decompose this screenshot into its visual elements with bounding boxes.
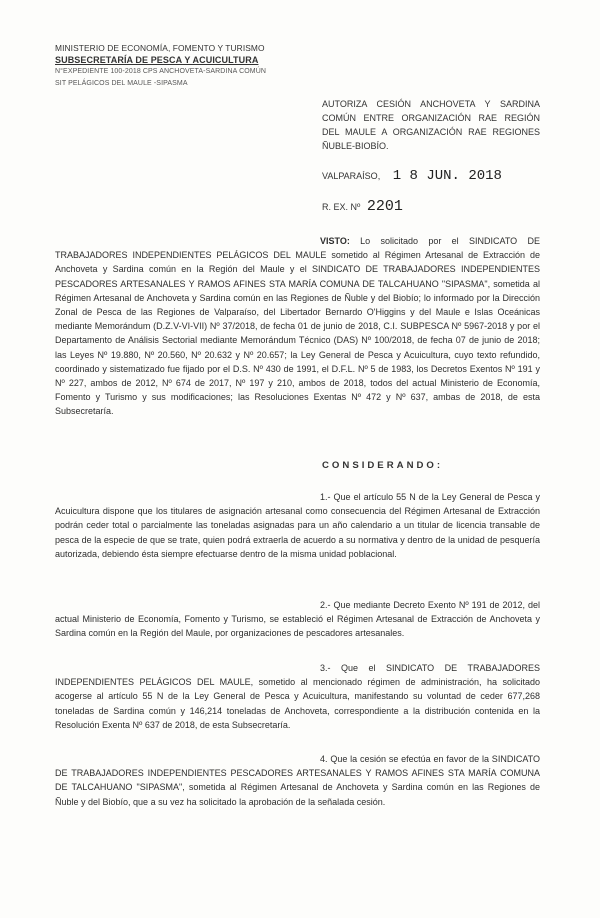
paragraph-text: Que la cesión se efectúa en favor de la SINDICATO DE TRABAJADORES INDEPENDIENTES PESCADORES ARTESANALES Y RAMOS AFINES STA MARÍA COMUNA DE TALCAHUANO "SIPASMA", sometida al Régimen Artesanal de Anchoveta y Sardina común en las Regiones de Ñuble y del Biobío, que a su vez ha solicitado la aprobación de la señalada cesión.	[55, 754, 540, 807]
paragraph-1	[55, 490, 540, 561]
rex-label: R. EX. Nº	[322, 202, 361, 212]
ministry-name: MINISTERIO DE ECONOMÍA, FOMENTO Y TURISMO	[55, 43, 265, 53]
visto-label: VISTO:	[320, 236, 350, 246]
place-date	[322, 168, 502, 184]
paragraph-number: 2.-	[320, 600, 331, 610]
rex-number: 2201	[366, 198, 403, 215]
paragraph-4	[55, 752, 540, 809]
undersecretariat-name: SUBSECRETARÍA DE PESCA Y ACUICULTURA	[55, 55, 259, 65]
letterhead	[55, 42, 295, 90]
paragraph-text: Que el artículo 55 N de la Ley General de Pesca y Acuicultura dispone que los titulares de asignación artesanal como consecuencia del Régimen Artesanal de Extracción podrán ceder total o parcialmente las toneladas asignadas para un año calendario a un titular de licencia transable de pesca de la especie de que se trate, quien podrá extraerla de acuerdo a su normativa y dentro de la unidad de pesquería autorizada, debiendo ésta siempre efectuarse dentro de la misma unidad poblacional.	[55, 492, 540, 559]
visto-paragraph	[55, 234, 540, 419]
date-stamp: 1 8 JUN. 2018	[392, 168, 502, 184]
considerando-heading: CONSIDERANDO:	[322, 460, 444, 471]
paragraph-number: 1.-	[320, 492, 331, 502]
paragraph-number: 4.	[320, 754, 328, 764]
paragraph-2	[55, 598, 540, 641]
file-reference-2: SIT PELÁGICOS DEL MAULE -SIPASMA	[55, 80, 188, 87]
place-label: VALPARAÍSO,	[322, 171, 381, 181]
file-reference: N°EXPEDIENTE 100-2018 CPS ANCHOVETA-SARDINA COMÚN	[55, 68, 267, 75]
paragraph-text: Que mediante Decreto Exento Nº 191 de 2012, del actual Ministerio de Economía, Fomento y Turismo, se estableció el Régimen Artesanal de Extracción de Anchoveta y Sardina común en la Región del Maule, por organizaciones de pescadores artesanales.	[55, 600, 540, 639]
paragraph-text: Que el SINDICATO DE TRABAJADORES INDEPENDIENTES PELÁGICOS DEL MAULE, sometido al mencionado régimen de administración, ha solicitado acogerse al artículo 55 N de la Ley General de Pesca y Acuicultura, manifestando su voluntad de ceder 677,268 toneladas de Sardina común y 146,214 toneladas de Anchoveta, correspondiente a la distribución contenida en la Resolución Exenta Nº 637 de 2018, de esta Subsecretaría.	[55, 663, 540, 730]
resolution-number	[322, 198, 403, 215]
visto-text: Lo solicitado por el SINDICATO DE TRABAJADORES INDEPENDIENTES PELÁGICOS DEL MAULE sometido al Régimen Artesanal de Extracción de Anchoveta y Sardina común en la Región del Maule y el SINDICATO DE TRABAJADORES INDEPENDIENTES PESCADORES ARTESANALES Y RAMOS AFINES STA MARÍA COMUNA DE TALCAHUANO "SIPASMA", sometida al Régimen Artesanal de Anchoveta y Sardina común en las Regiones de Ñuble y del Biobío; lo informado por la Dirección Zonal de Pesca de las Regiones de Valparaíso, del Libertador Bernardo O'Higgins y del Maule e Islas Oceánicas mediante Memorándum (D.Z.V-VI-VII) Nº 37/2018, de fecha 01 de junio de 2018, C.I. SUBPESCA Nº 5967-2018 y por el Departamento de Análisis Sectorial mediante Memorándum Técnico (DAS) Nº 100/2018, de fecha 07 de junio de 2018; las Leyes Nº 19.880, Nº 20.560, Nº 20.632 y Nº 20.657; la Ley General de Pesca y Acuicultura, cuyo texto refundido, coordinado y sistematizado fue fijado por el D.S. Nº 430 de 1991, el D.F.L. Nº 5 de 1983, los Decretos Exentos Nº 191 y Nº 227, ambos de 2012, Nº 674 de 2017, Nº 197 y 210, ambos de 2018, todos del actual Ministerio de Economía, Fomento y Turismo y sus modificaciones; las Resoluciones Exentas Nº 472 y Nº 637, ambas de 2018, de esta Subsecretaría.	[55, 236, 540, 417]
paragraph-number: 3.-	[320, 663, 331, 673]
resolution-subject: AUTORIZA CESIÓN ANCHOVETA Y SARDINA COMÚN ENTRE ORGANIZACIÓN RAE REGIÓN DEL MAULE A ORGANIZACIÓN RAE REGIONES ÑUBLE-BIOBÍO.	[322, 99, 540, 151]
paragraph-3	[55, 661, 540, 732]
